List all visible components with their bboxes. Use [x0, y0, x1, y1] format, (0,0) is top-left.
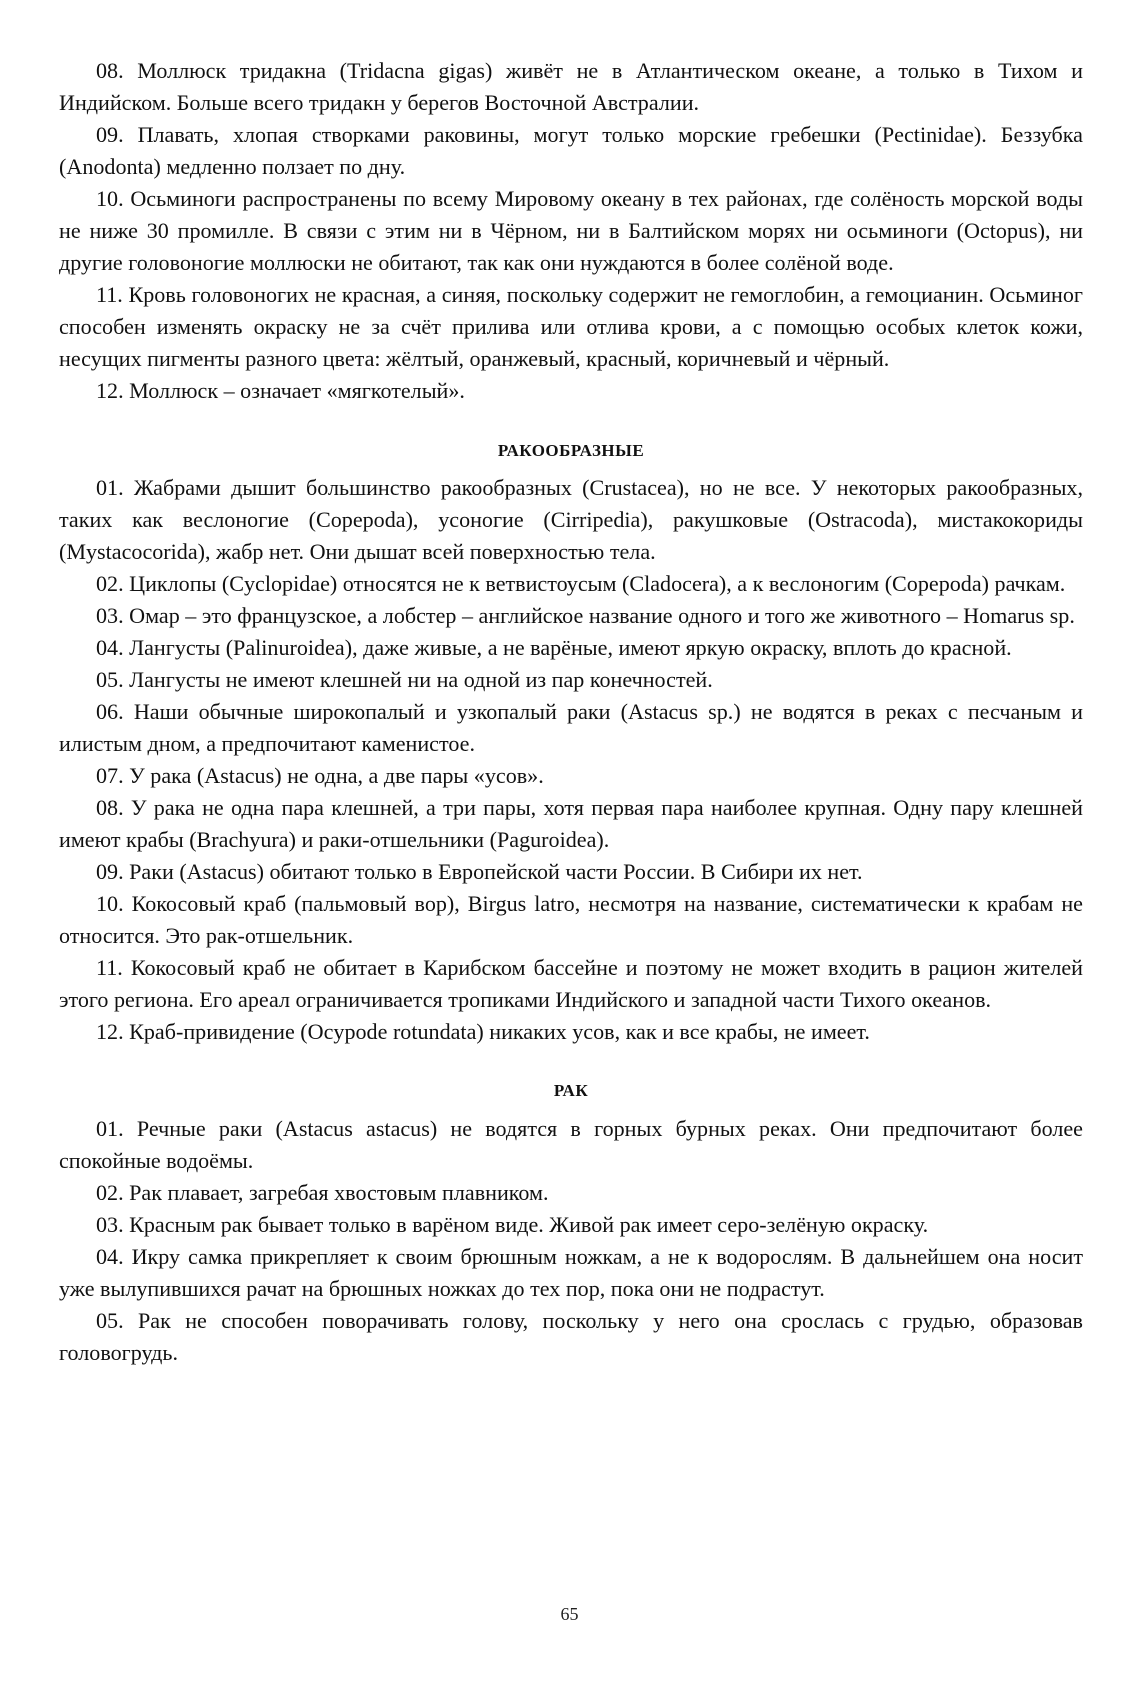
paragraph-item-09: 09. Плавать, хлопая створками раковины, могут только морские гребешки (Pectinidae). Беззубка (Anodonta) медленно ползает по дну. — [59, 122, 1083, 179]
paragraph-item-05: 05. Рак не способен поворачивать голову, поскольку у него она срослась с грудью, образовав головогрудь. — [59, 1308, 1083, 1365]
paragraph-item-03: 03. Красным рак бывает только в варёном виде. Живой рак имеет серо-зелёную окраску. — [96, 1212, 929, 1237]
paragraph-item-04: 04. Икру самка прикрепляет к своим брюшным ножкам, а не к водорослям. В дальнейшем она носит уже вылупившихся рачат на брюшных ножках до тех пор, пока они не подрастут. — [59, 1244, 1083, 1301]
paragraph-item-12: 12. Краб-привидение (Ocypode rotundata) никаких усов, как и все крабы, не имеет. — [96, 1019, 870, 1044]
page-number: 65 — [560, 1604, 579, 1624]
paragraph-item-02: 02. Циклопы (Cyclopidae) относятся не к ветвистоусым (Cladocera), а к веслоногим (Copepoda) рачкам. — [96, 571, 1066, 596]
section-heading-crayfish: РАК — [553, 1081, 589, 1100]
paragraph-item-10: 10. Кокосовый краб (пальмовый вор), Birgus latro, несмотря на название, систематически к крабам не относится. Это рак-отшельник. — [59, 891, 1083, 948]
paragraph-item-12: 12. Моллюск – означает «мягкотелый». — [96, 378, 465, 403]
section-crayfish — [59, 1048, 1083, 1369]
section-heading-crustaceans: РАКООБРАЗНЫЕ — [497, 441, 645, 460]
paragraph-item-11: 11. Кровь головоногих не красная, а синяя, поскольку содержит не гемоглобин, а гемоцианин. Осьминог способен изменять окраску не за счёт прилива или отлива крови, а с помощью особых клеток кожи, несущих пигменты разного цвета: жёлтый, оранжевый, красный, коричневый и чёрный. — [59, 282, 1083, 371]
paragraph-item-07: 07. У рака (Astacus) не одна, а две пары «усов». — [96, 763, 544, 788]
paragraph-item-11: 11. Кокосовый краб не обитает в Карибском бассейне и поэтому не может входить в рацион жителей этого региона. Его ареал ограничивается тропиками Индийского и западной части Тихого океанов. — [59, 955, 1083, 1012]
paragraph-item-09: 09. Раки (Astacus) обитают только в Европейской части России. В Сибири их нет. — [96, 859, 863, 884]
paragraph-item-10: 10. Осьминоги распространены по всему Мировому океану в тех районах, где солёность морской воды не ниже 30 промилле. В связи с этим ни в Чёрном, ни в Балтийском морях ни осьминоги (Octopus), ни другие головоногие моллюски не обитают, так как они нуждаются в более солёной воде. — [59, 186, 1083, 275]
paragraph-item-03: 03. Омар – это французское, а лобстер – английское название одного и того же животного – Homarus sp. — [96, 603, 1075, 628]
paragraph-item-01: 01. Жабрами дышит большинство ракообразных (Crustacea), но не все. У некоторых ракообразных, таких как веслоногие (Copepoda), усоногие (Cirripedia), ракушковые (Ostracoda), мистакокориды (Mystacocorida), жабр нет. Они дышат всей поверхностью тела. — [59, 475, 1083, 564]
paragraph-item-04: 04. Лангусты (Palinuroidea), даже живые, а не варёные, имеют яркую окраску, вплоть до красной. — [96, 635, 1012, 660]
paragraph-item-08: 08. У рака не одна пара клешней, а три пары, хотя первая пара наиболее крупная. Одну пару клешней имеют крабы (Brachyura) и раки-отшельники (Paguroidea). — [59, 795, 1083, 852]
section-molluscs-continued — [59, 55, 1083, 407]
paragraph-item-06: 06. Наши обычные широкопалый и узкопалый раки (Astacus sp.) не водятся в реках с песчаным и илистым дном, а предпочитают каменистое. — [59, 699, 1083, 756]
paragraph-item-02: 02. Рак плавает, загребая хвостовым плавником. — [96, 1180, 549, 1205]
section-crustaceans — [59, 407, 1083, 1048]
paragraph-item-01: 01. Речные раки (Astacus astacus) не водятся в горных бурных реках. Они предпочитают более спокойные водоёмы. — [59, 1116, 1083, 1173]
paragraph-item-08: 08. Моллюск тридакна (Tridacna gigas) живёт не в Атлантическом океане, а только в Тихом и Индийском. Больше всего тридакн у берегов Восточной Австралии. — [59, 58, 1083, 115]
paragraph-item-05: 05. Лангусты не имеют клешней ни на одной из пар конечностей. — [96, 667, 713, 692]
